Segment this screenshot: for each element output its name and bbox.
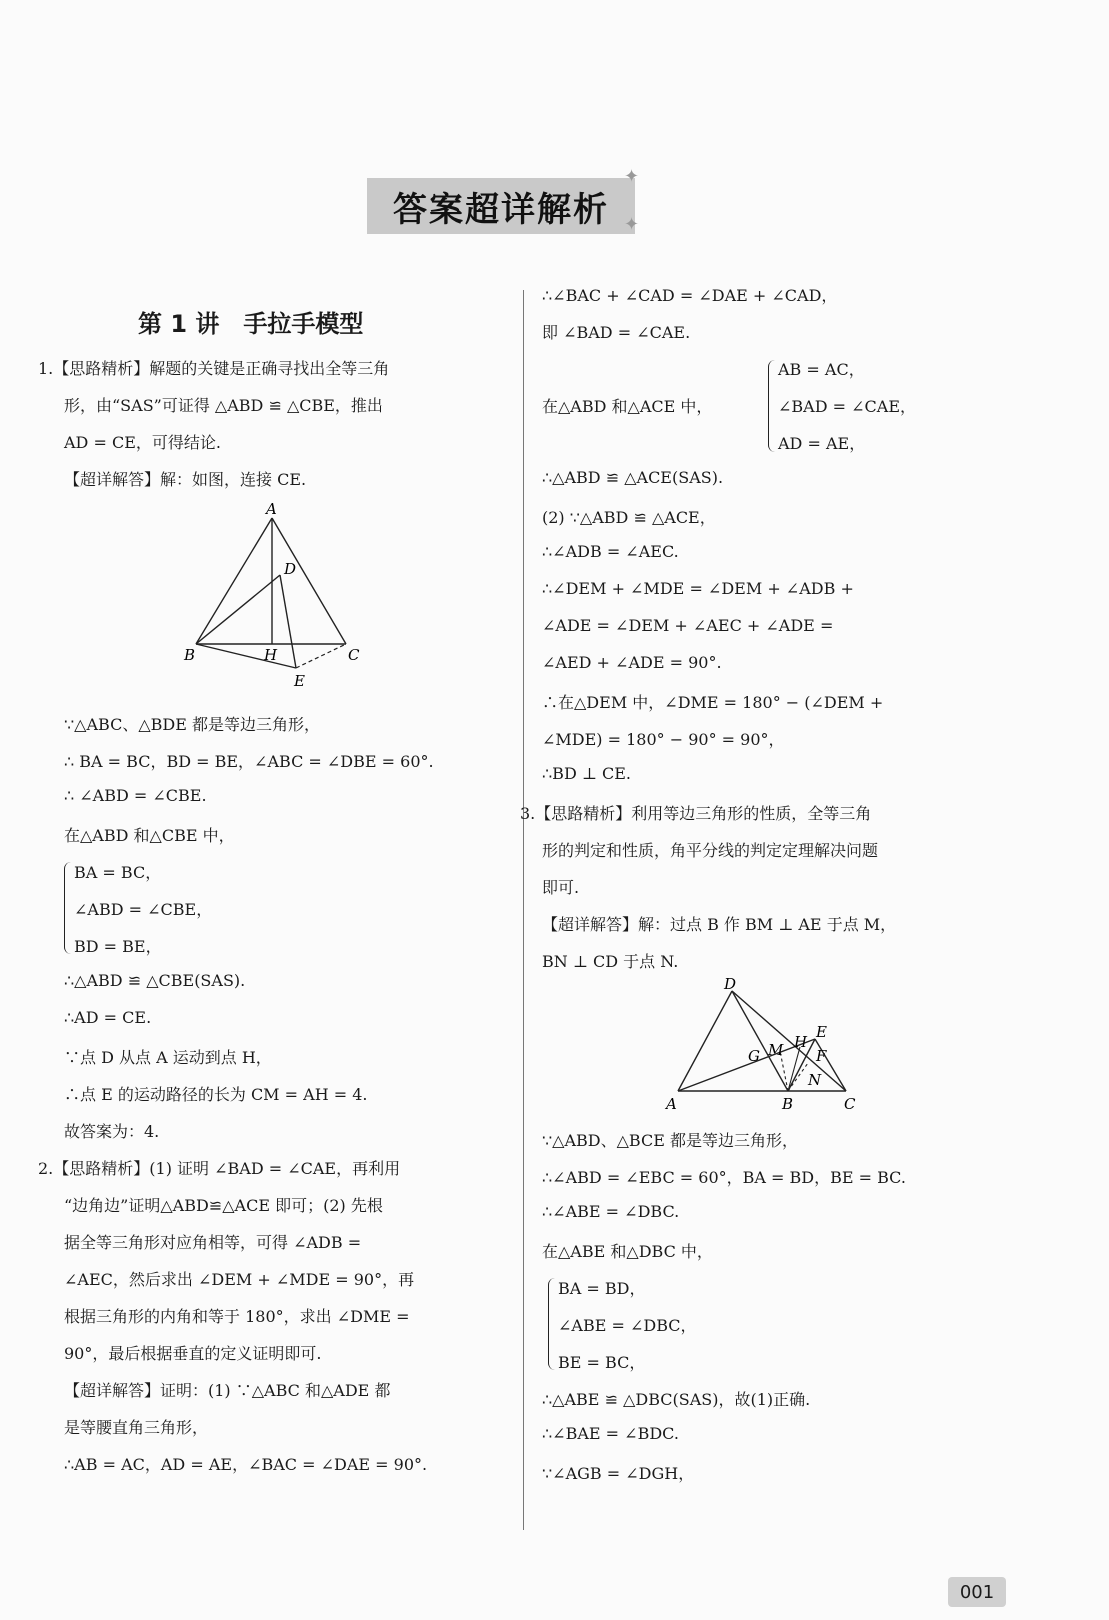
- text-line: 在△ABD 和△CBE 中，: [64, 826, 235, 845]
- fig1-label: D: [284, 560, 297, 578]
- text-line: 2.【思路精析】(1) 证明 ∠BAD = ∠CAE，再利用: [38, 1159, 401, 1178]
- sparkle-icon: ✦: [624, 214, 640, 235]
- fig2-label: N: [808, 1071, 822, 1089]
- text-line: 1.【思路精析】解题的关键是正确寻找出全等三角: [38, 359, 390, 378]
- text-line: 是等腰直角三角形，: [64, 1418, 209, 1437]
- fig1-label: C: [348, 646, 360, 664]
- text-line: (2) ∵△ABD ≌ △ACE，: [542, 508, 716, 527]
- fig1-label: B: [184, 646, 196, 664]
- text-line: “边角边”证明△ABD≌△ACE 即可；(2) 先根: [64, 1196, 383, 1215]
- page-number: 001: [948, 1577, 1006, 1607]
- text-line: ∠AED + ∠ADE = 90°.: [542, 653, 722, 672]
- text-line: 【超详解答】解：如图，连接 CE.: [64, 470, 307, 489]
- text-line: 【超详解答】解：过点 B 作 BM ⊥ AE 于点 M，: [542, 915, 897, 934]
- fig2-label: H: [794, 1033, 808, 1051]
- text-line: 在△ABD 和△ACE 中，: [542, 397, 713, 416]
- text-line: ∴点 E 的运动路径的长为 CM = AH = 4.: [64, 1085, 368, 1104]
- brace: [768, 360, 775, 452]
- fig1-label: E: [294, 672, 305, 690]
- text-line: 90°，最后根据垂直的定义证明即可.: [64, 1344, 322, 1363]
- text-line: 故答案为：4.: [64, 1122, 160, 1141]
- text-line: ∴∠DEM + ∠MDE = ∠DEM + ∠ADB +: [542, 579, 854, 598]
- text-line: 据全等三角形对应角相等，可得 ∠ADB =: [64, 1233, 362, 1252]
- fig2-label: E: [816, 1023, 827, 1041]
- figure-1: [180, 500, 380, 690]
- title-banner: [367, 178, 635, 234]
- text-line: ∴AD = CE.: [64, 1008, 152, 1027]
- text-line: ∴在△DEM 中，∠DME = 180° − (∠DEM +: [542, 693, 884, 712]
- text-line: ∴△ABD ≌ △ACE(SAS).: [542, 468, 724, 487]
- fig1-label: A: [266, 500, 277, 518]
- fig2-label: F: [816, 1047, 827, 1065]
- fig1-label: H: [264, 646, 278, 664]
- text-line: ∴AB = AC，AD = AE，∠BAC = ∠DAE = 90°.: [64, 1455, 428, 1474]
- text-line: ∴∠BAE = ∠BDC.: [542, 1424, 679, 1443]
- text-line: ∴∠ADB = ∠AEC.: [542, 542, 679, 561]
- text-line: ∠MDE) = 180° − 90° = 90°，: [542, 730, 785, 749]
- text-line: ∵△ABC、△BDE 都是等边三角形，: [64, 715, 320, 734]
- text-line: 即 ∠BAD = ∠CAE.: [542, 323, 691, 342]
- fig2-label: G: [748, 1047, 760, 1065]
- text-line: 即可.: [542, 878, 580, 897]
- text-line: ∴ BA = BC，BD = BE，∠ABC = ∠DBE = 60°.: [64, 752, 434, 771]
- fig2-label: D: [724, 975, 737, 993]
- page-title: 答案超详解析: [393, 189, 609, 230]
- sparkle-icon: ✦: [624, 166, 640, 187]
- text-line: ∠BAD = ∠CAE，: [778, 397, 917, 416]
- text-line: ∠ADE = ∠DEM + ∠AEC + ∠ADE =: [542, 616, 834, 635]
- text-line: 【超详解答】证明：(1) ∵△ABC 和△ADE 都: [64, 1381, 391, 1400]
- brace: [64, 862, 71, 954]
- text-line: ∴∠ABD = ∠EBC = 60°，BA = BD，BE = BC.: [542, 1168, 906, 1187]
- text-line: BA = BD，: [558, 1279, 646, 1298]
- text-line: 根据三角形的内角和等于 180°，求出 ∠DME =: [64, 1307, 410, 1326]
- text-line: ∴△ABD ≌ △CBE(SAS).: [64, 971, 246, 990]
- fig2-label: C: [844, 1095, 856, 1113]
- figure-2: [660, 975, 870, 1115]
- text-line: ∠AEC，然后求出 ∠DEM + ∠MDE = 90°，再: [64, 1270, 415, 1289]
- text-line: AD = CE，可得结论.: [64, 433, 221, 452]
- text-line: BN ⊥ CD 于点 N.: [542, 952, 679, 971]
- fig2-label: A: [666, 1095, 677, 1113]
- text-line: 3.【思路精析】利用等边三角形的性质，全等三角: [520, 804, 872, 823]
- text-line: ∴∠ABE = ∠DBC.: [542, 1202, 680, 1221]
- text-line: ∵△ABD、△BCE 都是等边三角形，: [542, 1131, 798, 1150]
- text-line: ∵∠AGB = ∠DGH，: [542, 1464, 695, 1483]
- text-line: BA = BC，: [74, 863, 162, 882]
- text-line: ∴△ABE ≌ △DBC(SAS)，故(1)正确.: [542, 1390, 811, 1409]
- fig2-label: B: [782, 1095, 794, 1113]
- fig2-label: M: [768, 1041, 784, 1059]
- text-line: ∴∠BAC + ∠CAD = ∠DAE + ∠CAD，: [542, 286, 838, 305]
- chapter-heading: 第 1 讲 手拉手模型: [138, 310, 364, 338]
- text-line: BD = BE，: [74, 937, 162, 956]
- text-line: AD = AE，: [778, 434, 866, 453]
- text-line: AB = AC，: [778, 360, 865, 379]
- text-line: ∴BD ⊥ CE.: [542, 764, 631, 783]
- text-line: ∴ ∠ABD = ∠CBE.: [64, 786, 207, 805]
- text-line: ∠ABD = ∠CBE，: [74, 900, 213, 919]
- text-line: 形的判定和性质，角平分线的判定定理解决问题: [542, 841, 879, 860]
- column-divider: [523, 290, 524, 1530]
- text-line: ∵点 D 从点 A 运动到点 H，: [64, 1048, 272, 1067]
- text-line: 在△ABE 和△DBC 中，: [542, 1242, 713, 1261]
- text-line: BE = BC，: [558, 1353, 646, 1372]
- brace: [548, 1278, 555, 1370]
- text-line: 形，由“SAS”可证得 △ABD ≌ △CBE，推出: [64, 396, 383, 415]
- text-line: ∠ABE = ∠DBC，: [558, 1316, 697, 1335]
